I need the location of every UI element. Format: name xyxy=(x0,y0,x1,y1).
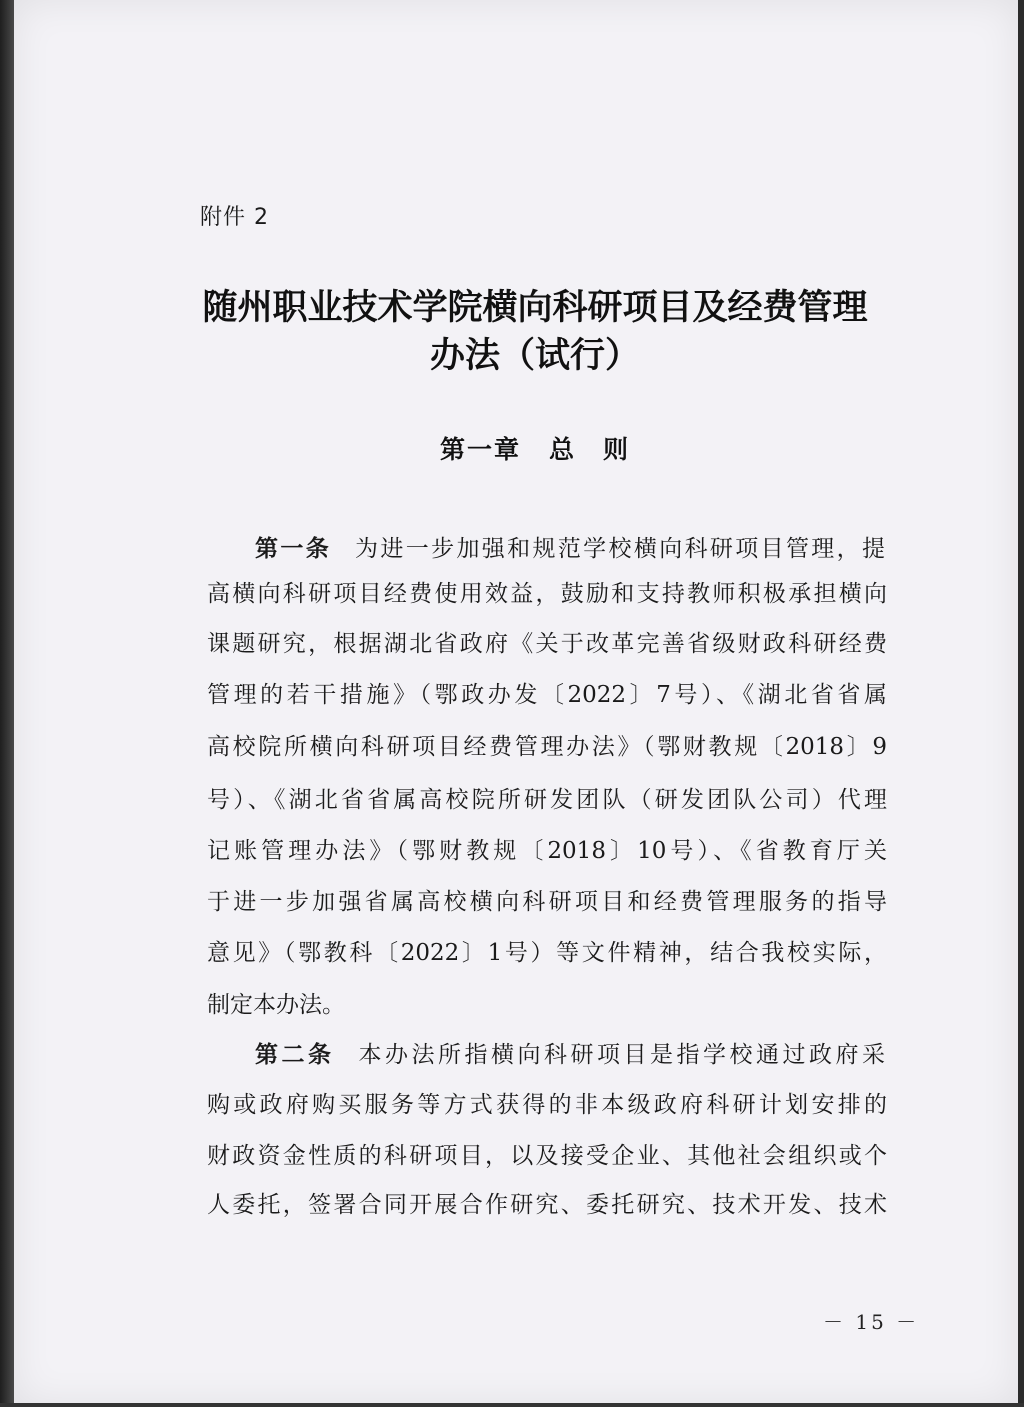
chapter-number: 第一章 xyxy=(439,435,521,464)
scan-bottom-edge xyxy=(0,1403,1024,1407)
article-2-line-4: 人委托，签署合同开展合作研究、委托研究、技术开发、技术 xyxy=(207,1192,887,1218)
attachment-label: 附件 2 xyxy=(200,205,269,230)
article-1-line-9: 意见》（鄂教科〔2022〕1号）等文件精神，结合我校实际， xyxy=(207,940,887,966)
article-2-label: 第二条 xyxy=(255,1042,335,1068)
article-1-line-7: 记账管理办法》（鄂财教规〔2018〕10号）、《省教育厅关 xyxy=(207,838,887,864)
article-2-line-3: 财政资金性质的科研项目，以及接受企业、其他社会组织或个 xyxy=(207,1143,887,1169)
document-title-line-2: 办法（试行） xyxy=(429,336,640,376)
article-1-line-1: 第一条 为进一步加强和规范学校横向科研项目管理，提 xyxy=(255,536,885,562)
page-number: － 15 － xyxy=(823,1310,920,1334)
article-1-line-2: 高横向科研项目经费使用效益，鼓励和支持教师积极承担横向 xyxy=(207,581,887,607)
article-2-line-2: 购或政府购买服务等方式获得的非本级政府科研计划安排的 xyxy=(207,1092,887,1118)
article-1-line-10: 制定本办法。 xyxy=(207,992,345,1018)
chapter-heading xyxy=(150,430,920,466)
article-1-line-6: 号）、《湖北省省属高校院所研发团队（研发团队公司）代理 xyxy=(207,787,887,813)
article-1-line-3: 课题研究，根据湖北省政府《关于改革完善省级财政科研经费 xyxy=(207,631,887,657)
article-1-line-5: 高校院所横向科研项目经费管理办法》（鄂财教规〔2018〕9 xyxy=(207,734,887,760)
article-1-label: 第一条 xyxy=(255,536,332,562)
document-title-line-1: 随州职业技术学院横向科研项目及经费管理 xyxy=(202,288,868,328)
article-2-line-1: 第二条 本办法所指横向科研项目是指学校通过政府采 xyxy=(255,1042,885,1068)
article-1-line-4: 管理的若干措施》（鄂政办发〔2022〕7号）、《湖北省省属 xyxy=(207,682,887,708)
scan-left-edge xyxy=(0,0,14,1407)
article-1-line-8: 于进一步加强省属高校横向科研项目和经费管理服务的指导 xyxy=(207,889,887,915)
chapter-title: 总 则 xyxy=(549,435,631,464)
